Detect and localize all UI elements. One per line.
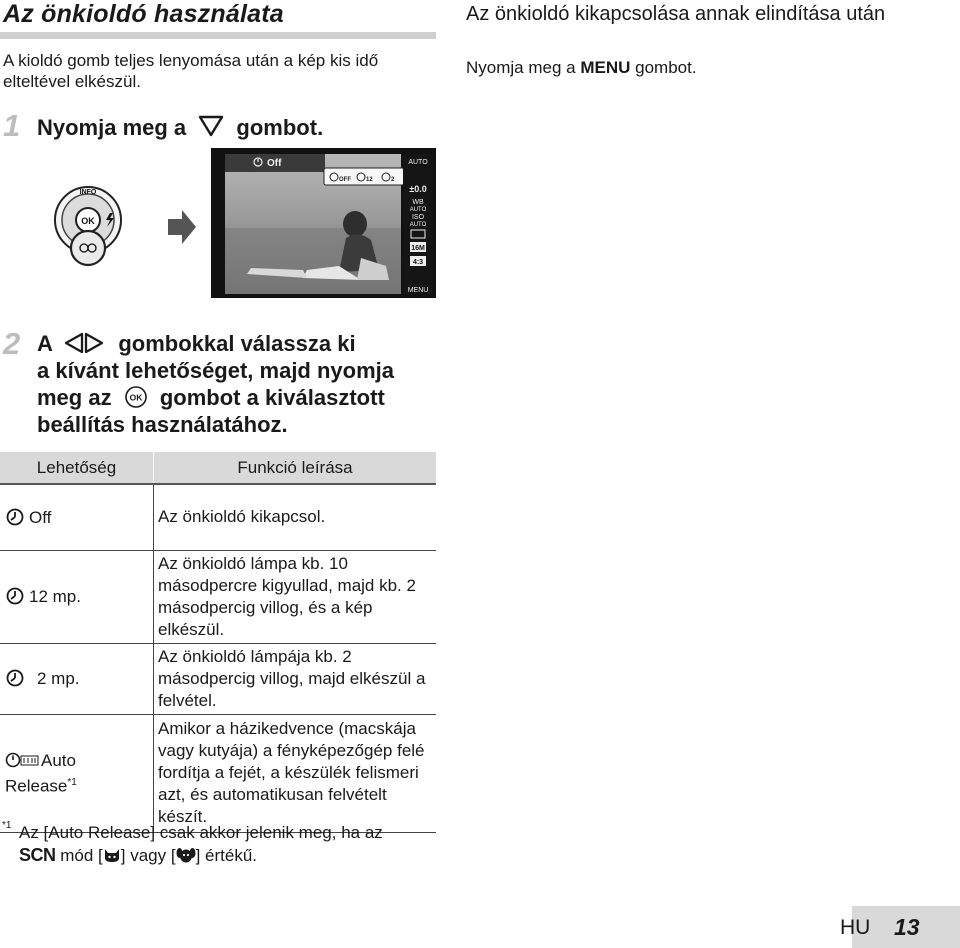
ok-label: OK (81, 216, 95, 226)
option-cell (0, 643, 154, 714)
option-cell (0, 714, 154, 832)
cat-icon (103, 846, 121, 864)
description-cell: Az önkioldó kikapcsol. (154, 484, 437, 550)
step-2-line3-suffix: gombot a kiválasztott (159, 385, 385, 410)
option-label-line1: Auto (41, 750, 76, 770)
page-number: 13 (894, 914, 920, 940)
option-cell (0, 550, 154, 643)
self-timer-icon (5, 506, 25, 526)
screen-exposure: ±0.0 (409, 184, 427, 194)
header-option: Lehetőség (0, 452, 154, 484)
down-arrow-icon (198, 115, 224, 137)
next-arrow-icon (168, 210, 196, 244)
options-table (0, 452, 436, 833)
footnote-line2-b: ] vagy [ (120, 846, 176, 865)
option-label: 12 mp. (29, 587, 81, 606)
footnote-line2-a: mód [ (60, 846, 103, 865)
footnote-marker: *1 (2, 820, 12, 831)
right-body-suffix: gombot. (635, 58, 697, 77)
right-arrow-icon (84, 332, 104, 354)
step-2-line1-suffix: gombokkal válassza ki (118, 331, 356, 356)
footnote-line1: Az [Auto Release] csak akkor jelenik meg, ha az (19, 823, 383, 842)
table-row (0, 643, 436, 714)
step-2-line2: a kívánt lehetőséget, majd nyomja (37, 358, 395, 383)
description-cell: Az önkioldó lámpája kb. 2 másodpercig villog, majd elkészül a felvétel. (154, 643, 437, 714)
option-label: Off (29, 507, 52, 527)
camera-screen (211, 148, 436, 298)
auto-release-icon (5, 749, 39, 769)
menu-button-label: MENU (580, 58, 631, 77)
right-heading: Az önkioldó kikapcsolása annak elindítása után (466, 3, 886, 25)
screen-menu-label: MENU (407, 287, 429, 294)
screen-iso-line1: ISO (411, 214, 425, 221)
table-header-row (0, 452, 436, 484)
step-1-number: 1 (3, 108, 21, 143)
screen-opt-12: 12 (366, 177, 373, 183)
table-row (0, 484, 436, 550)
option-cell (0, 484, 154, 550)
page-badge (840, 906, 960, 948)
right-body-prefix: Nyomja meg a (466, 58, 576, 77)
footnote-line2 (19, 844, 257, 867)
option-label-line2: Release (5, 776, 68, 796)
step-2-line1-prefix: A (37, 331, 53, 356)
screen-iso-line2: AUTO (409, 222, 427, 228)
info-label: INFO (79, 189, 97, 196)
right-body (466, 57, 697, 79)
step-1-prefix: Nyomja meg a (37, 115, 187, 140)
screen-flash-auto: AUTO (408, 159, 428, 166)
ok-button-label: OK (129, 392, 143, 403)
header-function: Funkció leírása (154, 452, 437, 484)
screen-opt-2: 2 (391, 177, 395, 183)
section-title-text: Az önkioldó használata (3, 0, 284, 28)
screen-wb-line1: WB (412, 199, 424, 206)
intro-text: A kioldó gomb teljes lenyomása után a kép kis idő elteltével elkészül. (3, 51, 379, 91)
table-row (0, 550, 436, 643)
section-title (0, 0, 436, 39)
self-timer-icon (5, 585, 25, 605)
page-language: HU (840, 916, 871, 939)
step-2-text (37, 330, 437, 438)
ok-button-icon (124, 385, 148, 409)
screen-self-timer-label: Off (267, 158, 282, 169)
scn-label: SCN (19, 845, 56, 865)
screen-opt-off: OFF (339, 177, 351, 183)
step-1-text (37, 114, 323, 141)
description-cell: Az önkioldó lámpa kb. 10 másodpercre kigyullad, majd kb. 2 másodpercig villog, és a kép elkészül. (154, 550, 437, 643)
screen-wb-line2: AUTO (409, 207, 427, 213)
step-2-line3-prefix: meg az (37, 385, 112, 410)
dog-icon (176, 846, 196, 864)
description-cell: Amikor a házikedvence (macskája vagy kutyája) a fényképezőgép felé fordítja a fejét, a készülék felismeri azt, és automatikusan felvételt készít. (154, 714, 437, 832)
table-row (0, 714, 436, 832)
step-2-number: 2 (3, 326, 21, 361)
step-1-suffix: gombot. (236, 115, 324, 140)
step-2-line4: beállítás használatához. (37, 412, 288, 437)
self-timer-icon (5, 667, 25, 687)
screen-aspect: 4:3 (412, 259, 424, 266)
camera-dial-illustration (50, 180, 130, 280)
screen-resolution: 16M (411, 245, 425, 252)
option-label: 2 mp. (37, 669, 80, 688)
footnote-ref: *1 (67, 776, 77, 788)
left-arrow-icon (64, 332, 84, 354)
footnote-line2-c: ] értékű. (195, 846, 258, 865)
